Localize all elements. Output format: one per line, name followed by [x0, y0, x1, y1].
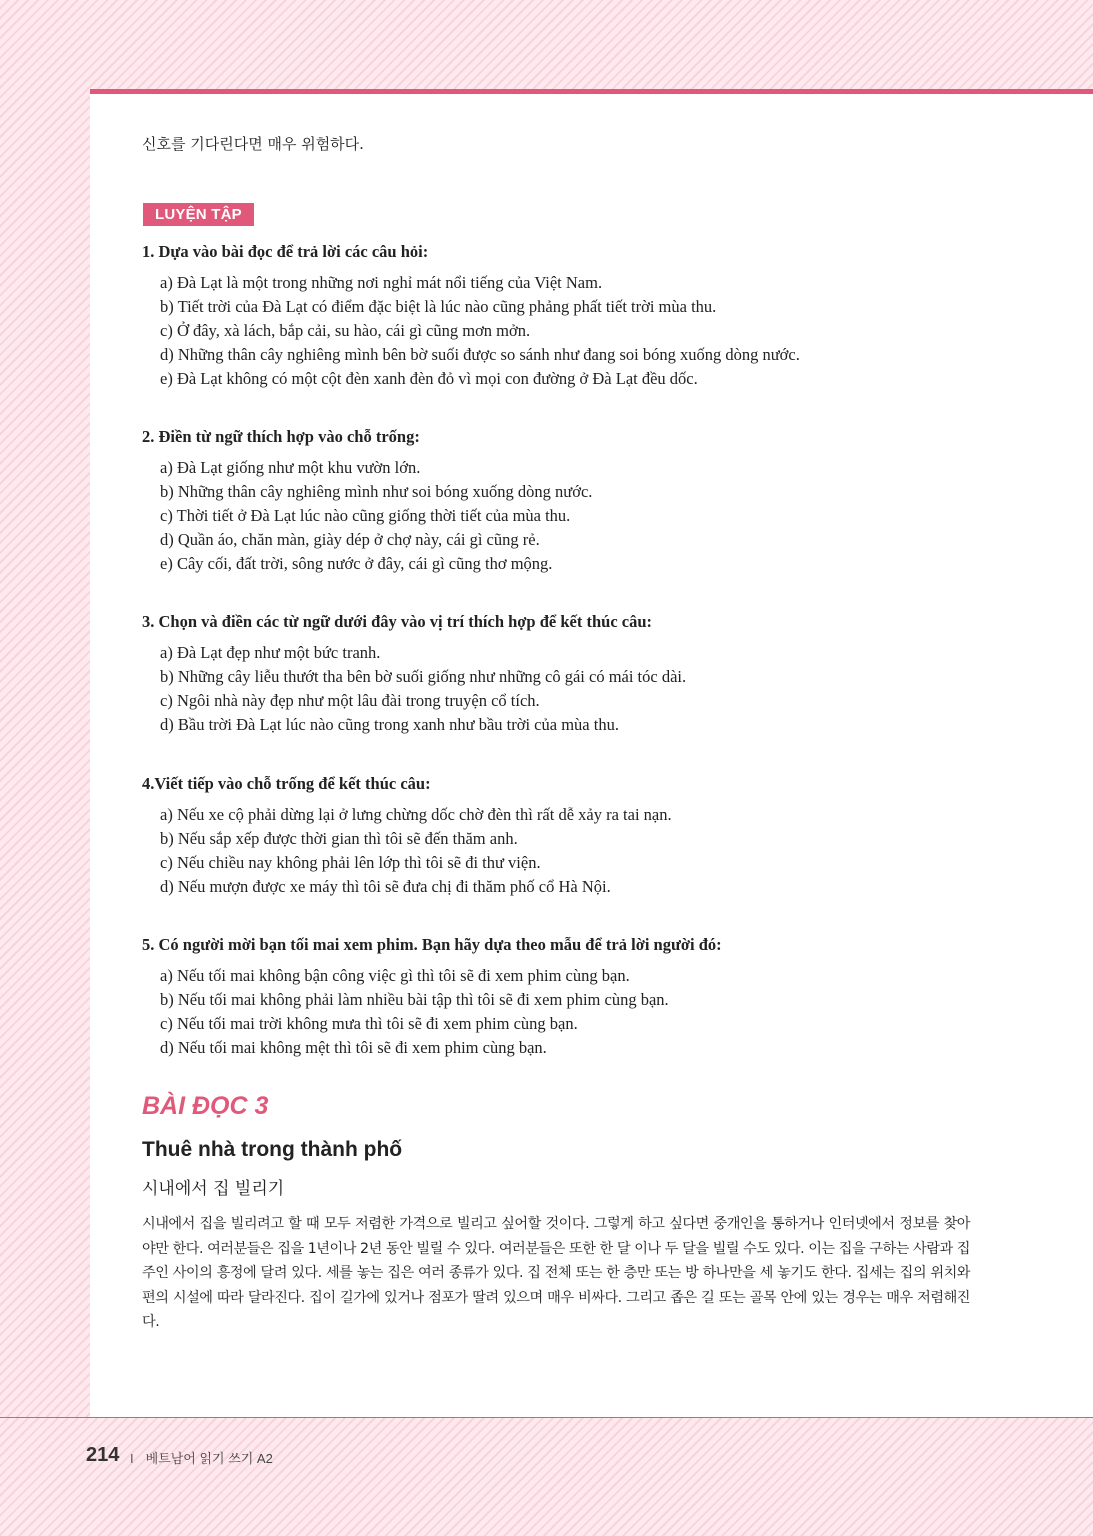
- practice-badge: LUYỆN TẬP: [143, 203, 254, 226]
- exercise-item: a) Đà Lạt giống như một khu vườn lớn.: [160, 458, 421, 477]
- exercise-title: 3. Chọn và điền các từ ngữ dưới đây vào vị trí thích hợp để kết thúc câu:: [142, 612, 653, 631]
- exercise-title: 1. Dựa vào bài đọc để trả lời các câu hỏi:: [142, 242, 429, 261]
- exercise-item: d) Nếu mượn được xe máy thì tôi sẽ đưa chị đi thăm phố cổ Hà Nội.: [160, 877, 611, 896]
- exercise-4: [142, 774, 1002, 899]
- exercise-item: a) Đà Lạt đẹp như một bức tranh.: [160, 643, 381, 662]
- exercise-item: a) Nếu xe cộ phải dừng lại ở lưng chừng dốc chờ đèn thì rất dễ xảy ra tai nạn.: [160, 805, 672, 824]
- exercise-item: c) Ngôi nhà này đẹp như một lâu đài trong truyện cổ tích.: [160, 691, 540, 710]
- exercise-item: a) Đà Lạt là một trong những nơi nghỉ mát nổi tiếng của Việt Nam.: [160, 273, 603, 292]
- reading-subtitle: Thuê nhà trong thành phố: [142, 1138, 403, 1161]
- exercise-item: b) Những cây liễu thướt tha bên bờ suối giống như những cô gái có mái tóc dài.: [160, 667, 687, 686]
- exercise-title: 4.Viết tiếp vào chỗ trống để kết thúc câu:: [142, 774, 431, 793]
- exercise-3: [142, 612, 1002, 737]
- exercise-title: 5. Có người mời bạn tối mai xem phim. Bạn hãy dựa theo mẫu để trả lời người đó:: [142, 935, 722, 954]
- exercise-item: c) Nếu tối mai trời không mưa thì tôi sẽ đi xem phim cùng bạn.: [160, 1014, 578, 1033]
- book-title: [130, 1448, 273, 1467]
- exercise-item: b) Tiết trời của Đà Lạt có điểm đặc biệt là lúc nào cũng phảng phất tiết trời mùa thu.: [160, 297, 717, 316]
- footer-separator: I: [130, 1451, 134, 1466]
- exercise-1: [142, 242, 1002, 391]
- exercise-item: e) Cây cối, đất trời, sông nước ở đây, cái gì cũng thơ mộng.: [160, 554, 553, 573]
- exercise-5: [142, 935, 1002, 1060]
- exercise-item: d) Quần áo, chăn màn, giày dép ở chợ này, cái gì cũng rẻ.: [160, 530, 540, 549]
- exercise-item: e) Đà Lạt không có một cột đèn xanh đèn đỏ vì mọi con đường ở Đà Lạt đều dốc.: [160, 369, 698, 388]
- exercise-item: c) Nếu chiều nay không phải lên lớp thì tôi sẽ đi thư viện.: [160, 853, 541, 872]
- reading-title: BÀI ĐỌC 3: [142, 1092, 269, 1120]
- intro-line: 신호를 기다린다면 매우 위험하다.: [142, 135, 364, 153]
- exercise-item: b) Nếu sắp xếp được thời gian thì tôi sẽ đến thăm anh.: [160, 829, 518, 848]
- exercise-item: c) Ở đây, xà lách, bắp cải, su hào, cái gì cũng mơn mởn.: [160, 321, 531, 340]
- exercise-item: d) Những thân cây nghiêng mình bên bờ suối được so sánh như đang soi bóng xuống dòng nước.: [160, 345, 800, 364]
- exercise-item: d) Bầu trời Đà Lạt lúc nào cũng trong xanh như bầu trời của mùa thu.: [160, 715, 619, 734]
- exercise-item: b) Nếu tối mai không phải làm nhiều bài tập thì tôi sẽ đi xem phim cùng bạn.: [160, 990, 669, 1009]
- exercise-item: a) Nếu tối mai không bận công việc gì thì tôi sẽ đi xem phim cùng bạn.: [160, 966, 630, 985]
- footer: [0, 1418, 1093, 1536]
- exercise-item: d) Nếu tối mai không mệt thì tôi sẽ đi xem phim cùng bạn.: [160, 1038, 547, 1057]
- reading-korean-title: 시내에서 집 빌리기: [142, 1179, 285, 1199]
- exercise-2: [142, 427, 1002, 576]
- exercise-item: c) Thời tiết ở Đà Lạt lúc nào cũng giống thời tiết của mùa thu.: [160, 506, 571, 525]
- reading-body: 시내에서 집을 빌리려고 할 때 모두 저렴한 가격으로 빌리고 싶어할 것이다. 그렇게 하고 싶다면 중개인을 통하거나 인터넷에서 정보를 찾아야만 한다. 여러분들은 집을 1년이나 2년 동안 빌릴 수 있다. 여러분들은 또한 한 달 이나 두 달을 빌릴 수도 있다. 이는 집을 구하는 사람과 집 주인 사이의 흥정에 달려 있다. 세를 놓는 집은 여러 종류가 있다. 집 전체 또는 한 층만 또는 방 하나만을 세 놓기도 한다. 집세는 집의 위치와 편의 시설에 따라 달라진다. 집이 길가에 있거나 점포가 딸려 있으며 매우 비싸다. 그리고 좁은 길 또는 골목 안에 있는 경우는 매우 저렴해진다.: [142, 1216, 970, 1330]
- page-number: 214: [86, 1444, 120, 1466]
- exercise-title: 2. Điền từ ngữ thích hợp vào chỗ trống:: [142, 427, 420, 446]
- exercise-item: b) Những thân cây nghiêng mình như soi bóng xuống dòng nước.: [160, 482, 593, 501]
- book-title-text: 베트남어 읽기 쓰기 A2: [145, 1451, 273, 1466]
